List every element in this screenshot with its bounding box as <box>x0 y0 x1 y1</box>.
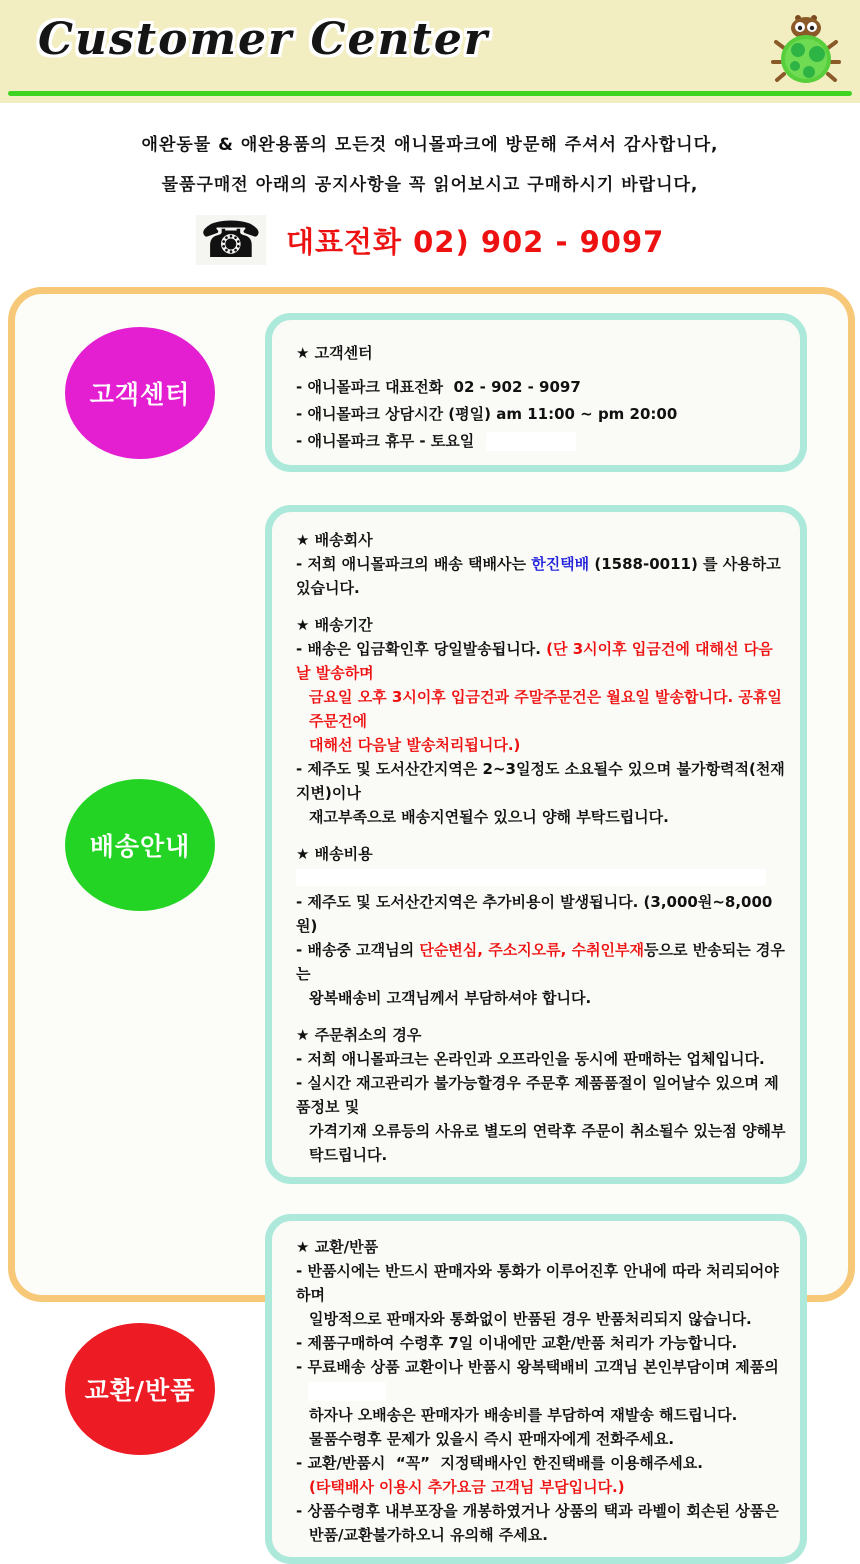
text-segment: - 제주도 및 도서산간지역은 2~3일정도 소요될수 있으며 불가항력적(천재지변)이나 <box>296 760 785 802</box>
notice-line <box>296 1235 786 1259</box>
erased-patch <box>486 432 576 451</box>
notice-line <box>296 1071 786 1119</box>
notice-line <box>296 1119 786 1167</box>
text-segment: ★ 배송회사 <box>296 531 373 549</box>
phone-row <box>0 211 860 269</box>
page-title: Customer Center <box>38 14 490 65</box>
text-segment: - 애니몰파크 상담시간 (평일) am 11:00 ~ pm 20:00 <box>296 405 678 423</box>
text-segment: ★ 고객센터 <box>296 344 373 362</box>
notice-line <box>296 805 786 829</box>
info-box-shipping-info <box>265 505 807 1184</box>
notice-line <box>296 1307 786 1331</box>
text-segment: 물품수령후 문제가 있을시 즉시 판매자에게 전화주세요. <box>309 1430 675 1448</box>
section-badge-customer-center: 고객센터 <box>65 327 215 459</box>
notice-line <box>296 428 786 455</box>
text-segment: - 제품구매하여 수령후 7일 이내에만 교환/반품 처리가 가능합니다. <box>296 1334 738 1352</box>
text-segment: 단순변심, 주소지오류, 수취인부재 <box>419 941 645 959</box>
notice-line <box>296 1355 786 1403</box>
text-segment: 금요일 오후 3시이후 입금건과 주말주문건은 월요일 발송합니다. 공휴일 주문건에 <box>309 688 788 730</box>
text-segment: (단 3시이후 입금건에 대해선 다음날 발송하며 <box>296 640 773 682</box>
notice-line <box>296 1451 786 1475</box>
section-badge-exchange-return: 교환/반품 <box>65 1323 215 1455</box>
text-segment: (타택배사 이용시 추가요금 고객님 부담입니다.) <box>309 1478 625 1496</box>
notice-line <box>296 1023 786 1047</box>
blank-spacer <box>296 600 786 613</box>
notice-line <box>296 842 786 866</box>
info-box-exchange-return <box>265 1214 807 1564</box>
ladybug-icon <box>774 14 838 88</box>
section-row-shipping-info <box>15 505 848 1184</box>
text-segment: - 상품수령후 내부포장을 개봉하였거나 상품의 택과 라벨이 회손된 상품은 <box>296 1502 779 1520</box>
info-box-customer-center <box>265 313 807 472</box>
text-segment: - 반품시에는 반드시 판매자와 통화가 이루어진후 안내에 따라 처리되어야 하며 <box>296 1262 784 1304</box>
notice-line <box>296 374 786 401</box>
text-segment: ★ 배송기간 <box>296 616 373 634</box>
text-segment: 대해선 다음날 발송처리됩니다.) <box>309 736 521 754</box>
notice-line <box>296 733 786 757</box>
header-underline <box>8 91 852 96</box>
notice-line <box>296 890 786 938</box>
text-segment: - 배송중 고객님의 <box>296 941 420 959</box>
text-segment: - 저희 애니몰파크는 온라인과 오프라인을 동시에 판매하는 업체입니다. <box>296 1050 765 1068</box>
text-segment: 반품/교환불가하오니 유의해 주세요. <box>309 1526 548 1544</box>
intro-line-1: 애완동물 & 애완용품의 모든것 애니몰파크에 방문해 주셔서 감사합니다, <box>141 135 719 155</box>
notice-line <box>296 938 786 986</box>
text-segment: - 제주도 및 도서산간지역은 추가비용이 발생됩니다. (3,000원~8,000원) <box>296 893 773 935</box>
notice-line <box>296 685 786 733</box>
text-segment: 일방적으로 판매자와 통화없이 반품된 경우 반품처리되지 않습니다. <box>309 1310 752 1328</box>
section-row-customer-center <box>15 313 848 472</box>
intro-text <box>0 125 860 205</box>
notice-line <box>296 637 786 685</box>
text-segment: ★ 배송비용 <box>296 845 373 863</box>
badge-column <box>15 505 265 1184</box>
notice-line <box>296 1047 786 1071</box>
notice-line <box>296 1403 786 1427</box>
badge-column <box>15 1214 265 1564</box>
blank-spacer <box>296 1010 786 1023</box>
notice-line <box>296 986 786 1010</box>
text-segment: 가격기재 오류등의 사유로 별도의 연락후 주문이 취소될수 있는점 양해부탁드립니다. <box>309 1122 786 1164</box>
phone-number: 대표전화 02) 902 - 9097 <box>285 224 665 259</box>
telephone-icon: ☎ <box>196 215 266 265</box>
erased-patch <box>296 869 766 886</box>
text-segment: ★ 주문취소의 경우 <box>296 1026 422 1044</box>
text-segment: - 실시간 재고관리가 불가능할경우 주문후 제품품절이 일어날수 있으며 제품정보 및 <box>296 1074 779 1116</box>
text-segment: 한진택배 <box>531 555 590 573</box>
page-header <box>0 0 860 103</box>
notice-container <box>8 287 855 1544</box>
notice-line <box>296 552 786 600</box>
text-segment: - 애니몰파크 휴무 - 토요일 <box>296 432 475 450</box>
text-segment: - 애니몰파크 대표전화 02 - 902 - 9097 <box>296 378 581 396</box>
text-segment: - 배송은 입금확인후 당일발송됩니다. <box>296 640 547 658</box>
notice-line <box>296 613 786 637</box>
text-segment: - 무료배송 상품 교환이나 반품시 왕복택배비 고객님 본인부담이며 제품의 <box>296 1358 779 1376</box>
notice-line <box>296 401 786 428</box>
text-segment: (1588-0011) 를 사용하고 있습니다. <box>296 555 786 597</box>
section-row-exchange-return <box>15 1214 848 1564</box>
erased-patch <box>308 1382 386 1401</box>
notice-line <box>296 1259 786 1307</box>
notice-line <box>296 340 786 367</box>
notice-line <box>296 1427 786 1451</box>
sections <box>15 313 848 1564</box>
notice-line <box>296 1523 786 1547</box>
notice-line <box>296 1499 786 1523</box>
text-segment: - 저희 애니몰파크의 배송 택배사는 <box>296 555 532 573</box>
section-badge-shipping-info: 배송안내 <box>65 779 215 911</box>
text-segment: 하자나 오배송은 판매자가 배송비를 부담하여 재발송 해드립니다. <box>309 1406 738 1424</box>
notice-line <box>296 1331 786 1355</box>
text-segment: 왕복배송비 고객님께서 부담하셔야 합니다. <box>309 989 592 1007</box>
badge-column <box>15 313 265 472</box>
intro-line-2: 물품구매전 아래의 공지사항을 꼭 읽어보시고 구매하시기 바랍니다, <box>161 175 699 195</box>
notice-line <box>296 757 786 805</box>
text-segment: ★ 교환/반품 <box>296 1238 379 1256</box>
text-segment: 재고부족으로 배송지연될수 있으니 양해 부탁드립니다. <box>309 808 669 826</box>
blank-spacer <box>296 829 786 842</box>
notice-line <box>296 1475 786 1499</box>
notice-line <box>296 528 786 552</box>
text-segment: 등으로 반송되는 경우는 <box>296 941 785 983</box>
text-segment: - 교환/반품시 “꼭” 지정택배사인 한진택배를 이용해주세요. <box>296 1454 703 1472</box>
